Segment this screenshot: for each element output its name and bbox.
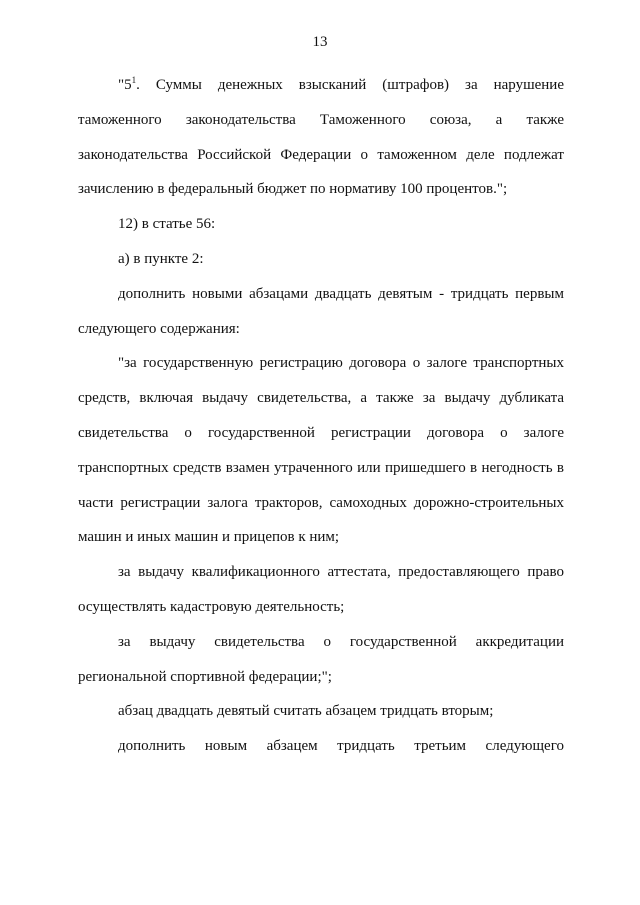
page-number: 13 xyxy=(312,34,328,50)
paragraph-add-new: дополнить новым абзацем тридцать третьим следующего xyxy=(118,738,564,755)
paragraph-sport-federation: за выдачу свидетельства о государственной аккредитации региональной спортивной федерации;"; xyxy=(78,633,564,685)
paragraph-qualification-certificate: за выдачу квалификационного аттестата, предоставляющего право осуществлять кадастровую деятельность; xyxy=(78,564,564,615)
paragraph-add-paragraphs: дополнить новыми абзацами двадцать девятым - тридцать первым следующего содержания: xyxy=(78,285,564,337)
paragraph-fines-superscript: 1 xyxy=(131,75,137,85)
paragraph-fines-prefix: "5 xyxy=(118,77,132,93)
paragraph-article-56: 12) в статье 56: xyxy=(118,216,216,233)
paragraph-fines-text: . Суммы денежных взысканий (штрафов) за нарушение таможенного законодательства Таможенного союза, а также законодательства Российской Федерации о таможенном деле подлежат зачислению в федеральный бюджет по нормативу 100 процентов."; xyxy=(78,77,564,198)
paragraph-vehicle-pledge: "за государственную регистрацию договора о залоге транспортных средств, включая выдачу свидетельства, а также за выдачу дубликата свидетельства о государственной регистрации договора о залоге транспортных средств взамен утраченного или пришедшего в негодность в части регистрации залога тракторов, самоходных дорожно-строительных машин и иных машин и прицепов к ним; xyxy=(78,355,564,546)
document-body xyxy=(78,68,564,764)
paragraph-renumber: абзац двадцать девятый считать абзацем тридцать вторым; xyxy=(118,703,494,720)
paragraph-point-2: а) в пункте 2: xyxy=(118,250,204,267)
paragraph-fines xyxy=(78,68,564,207)
